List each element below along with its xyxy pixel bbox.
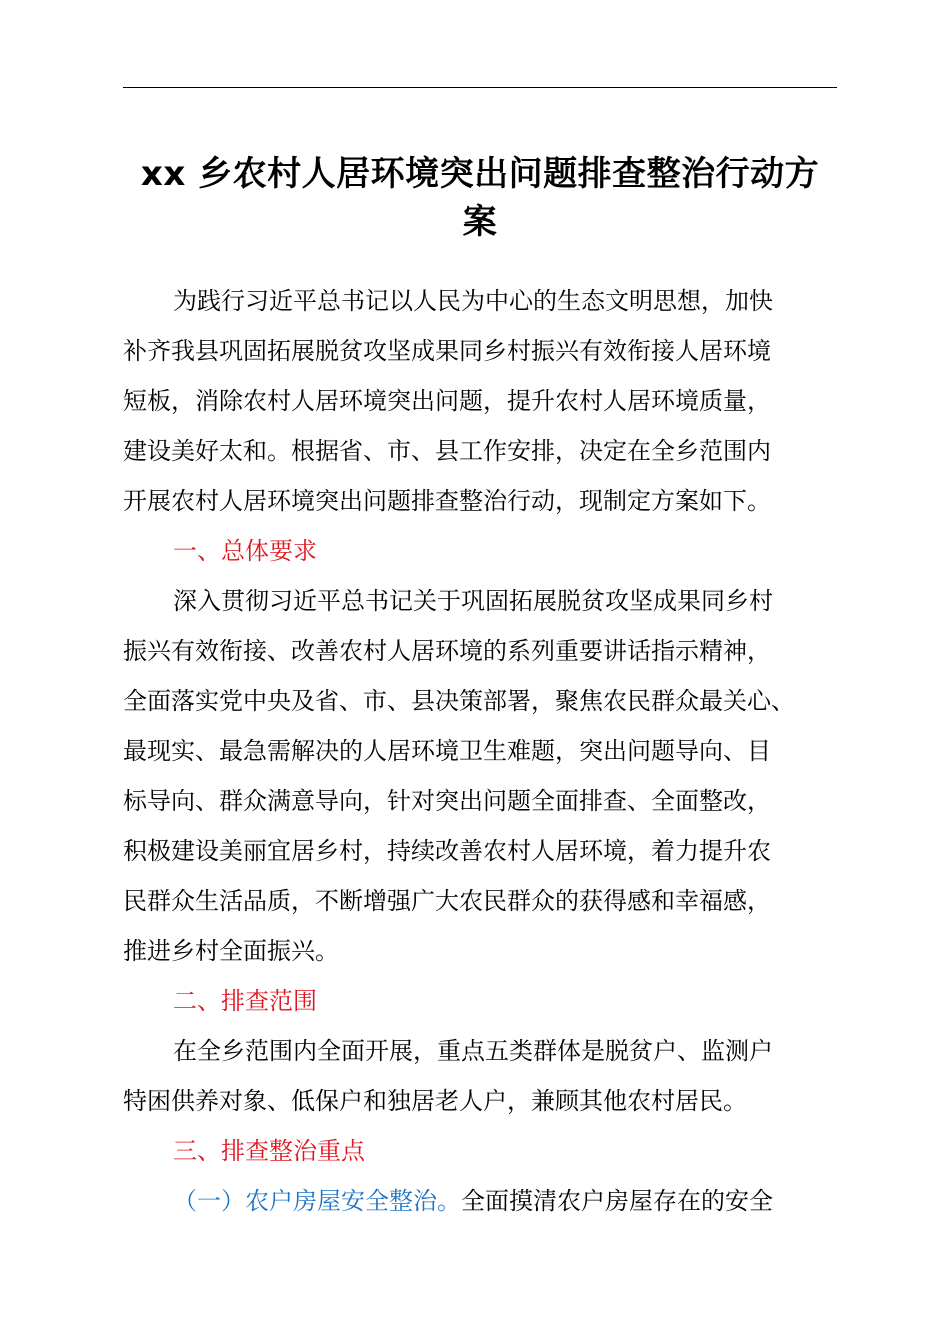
- section-3-sub-1-text: 全面摸清农户房屋存在的安全: [461, 1187, 773, 1215]
- section-2-paragraph: [123, 1026, 839, 1126]
- section-1-paragraph: [123, 576, 839, 976]
- header-rule: [123, 87, 837, 88]
- section-1-line: 最现实、最急需解决的人居环境卫生难题，突出问题导向、目: [123, 737, 771, 765]
- title-line-1: xx 乡农村人居环境突出问题排查整治行动方: [140, 154, 820, 194]
- intro-line: 建设美好太和。根据省、市、县工作安排，决定在全乡范围内: [123, 437, 771, 465]
- document-title: [123, 150, 837, 246]
- intro-line: 补齐我县巩固拓展脱贫攻坚成果同乡村振兴有效衔接人居环境: [123, 337, 771, 365]
- document-body: [123, 276, 839, 1226]
- section-1-line: 振兴有效衔接、改善农村人居环境的系列重要讲话指示精神，: [123, 637, 771, 665]
- section-1-line: 民群众生活品质，不断增强广大农民群众的获得感和幸福感，: [123, 887, 771, 915]
- section-1-line: 推进乡村全面振兴。: [123, 937, 339, 965]
- section-1-line: 积极建设美丽宜居乡村，持续改善农村人居环境，着力提升农: [123, 837, 771, 865]
- title-line-2: 案: [462, 202, 498, 242]
- section-3-sub-1: [123, 1176, 839, 1226]
- section-1-heading: 一、总体要求: [173, 537, 317, 565]
- intro-line: 为践行习近平总书记以人民为中心的生态文明思想，加快: [173, 287, 773, 315]
- section-3-sub-1-heading: （一）农户房屋安全整治。: [173, 1187, 461, 1215]
- section-3-heading: 三、排查整治重点: [173, 1137, 365, 1165]
- section-2-line: 特困供养对象、低保户和独居老人户，兼顾其他农村居民。: [123, 1087, 747, 1115]
- intro-line: 短板，消除农村人居环境突出问题，提升农村人居环境质量，: [123, 387, 771, 415]
- section-1-line: 全面落实党中央及省、市、县决策部署，聚焦农民群众最关心、: [123, 687, 795, 715]
- intro-paragraph: [123, 276, 839, 526]
- section-2-line: 在全乡范围内全面开展，重点五类群体是脱贫户、监测户: [173, 1037, 773, 1065]
- section-2-heading: 二、排查范围: [173, 987, 317, 1015]
- intro-line: 开展农村人居环境突出问题排查整治行动，现制定方案如下。: [123, 487, 771, 515]
- section-1-line: 深入贯彻习近平总书记关于巩固拓展脱贫攻坚成果同乡村: [173, 587, 773, 615]
- section-1-line: 标导向、群众满意导向，针对突出问题全面排查、全面整改，: [123, 787, 771, 815]
